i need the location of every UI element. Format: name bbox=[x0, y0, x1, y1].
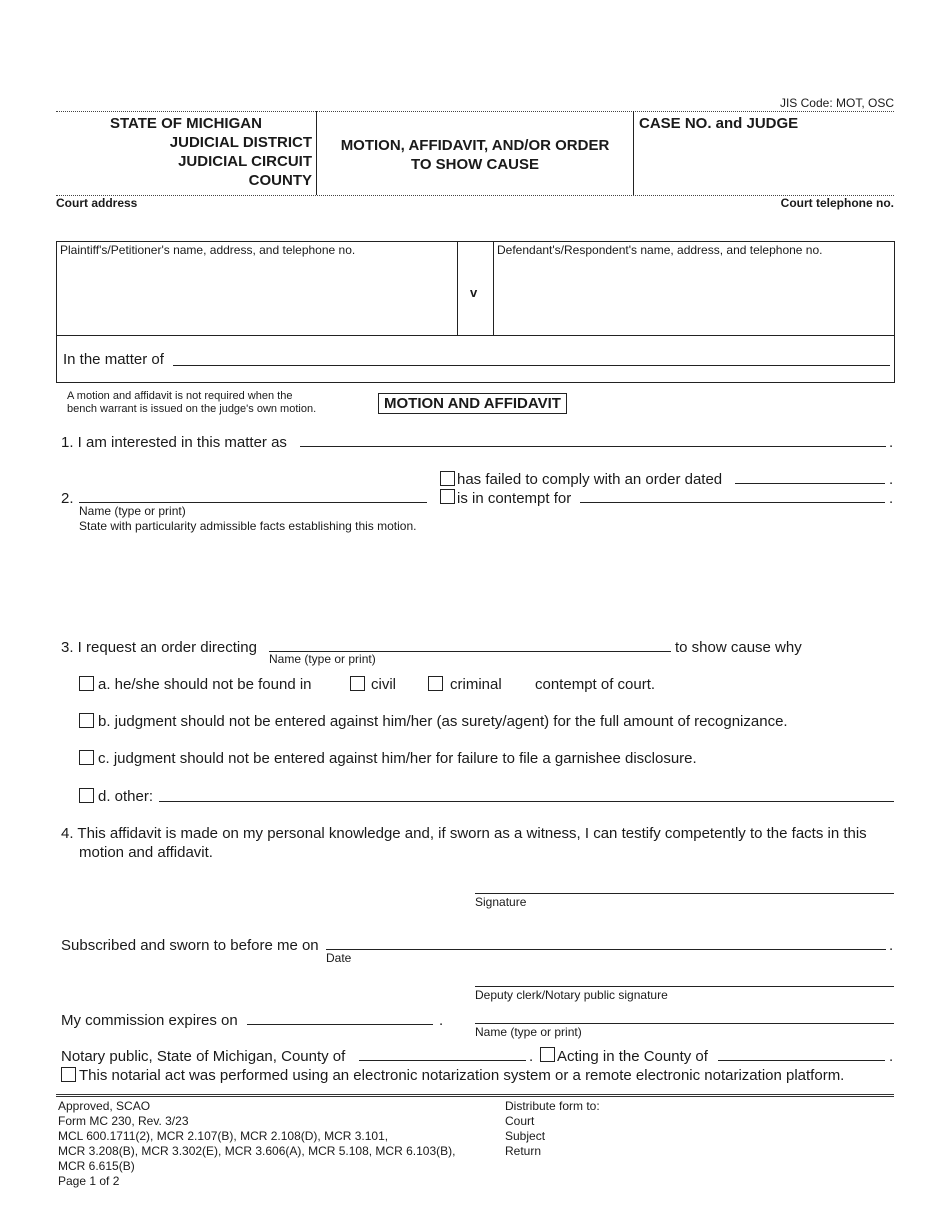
civil-label: civil bbox=[371, 676, 396, 693]
option-b-checkbox[interactable] bbox=[79, 713, 94, 728]
item2-instruction: State with particularity admissible facts establishing this motion. bbox=[79, 519, 417, 533]
versus-label: v bbox=[470, 285, 478, 300]
header-divider-right bbox=[633, 111, 634, 195]
parties-divider-right bbox=[493, 241, 494, 335]
item3-name-caption: Name (type or print) bbox=[269, 652, 376, 666]
notary-name-field[interactable] bbox=[475, 1023, 894, 1024]
signature-field[interactable] bbox=[475, 893, 894, 894]
form-title-line1: MOTION, AFFIDAVIT, AND/OR ORDER bbox=[340, 137, 610, 154]
footer-statutes-2: MCR 3.208(B), MCR 3.302(E), MCR 3.606(A), MCR 5.108, MCR 6.103(B), bbox=[58, 1144, 456, 1158]
footer-statutes-1: MCL 600.1711(2), MCR 2.107(B), MCR 2.108(D), MCR 3.101, bbox=[58, 1129, 389, 1143]
order-date-field[interactable] bbox=[735, 483, 885, 484]
electronic-notarization-checkbox[interactable] bbox=[61, 1067, 76, 1082]
option-c-checkbox[interactable] bbox=[79, 750, 94, 765]
notary-name-caption: Name (type or print) bbox=[475, 1025, 582, 1039]
notary-county-field[interactable] bbox=[359, 1060, 526, 1061]
item4-line2: motion and affidavit. bbox=[79, 844, 213, 861]
matter-of-label: In the matter of bbox=[63, 351, 164, 368]
deputy-signature-caption: Deputy clerk/Notary public signature bbox=[475, 988, 668, 1002]
county-label: COUNTY bbox=[248, 172, 312, 189]
header-divider-left bbox=[316, 111, 317, 195]
distribute-court: Court bbox=[505, 1114, 535, 1128]
item1-label: 1. I am interested in this matter as bbox=[61, 434, 287, 451]
acting-county-checkbox[interactable] bbox=[540, 1047, 555, 1062]
header-top-border bbox=[56, 111, 894, 112]
form-title-line2: TO SHOW CAUSE bbox=[410, 156, 540, 173]
distribute-return: Return bbox=[505, 1144, 542, 1158]
acting-county-field[interactable] bbox=[718, 1060, 885, 1061]
electronic-notarization-label: This notarial act was performed using an electronic notarization system or a remote electronic notarization platform. bbox=[79, 1067, 845, 1084]
footer-distribute bbox=[505, 1099, 600, 1159]
item4-line1: 4. This affidavit is made on my personal knowledge and, if sworn as a witness, I can testify competently to the facts in this bbox=[61, 825, 867, 842]
subscribed-end: . bbox=[889, 937, 894, 954]
notary-county-end: . bbox=[529, 1048, 534, 1065]
footer-left bbox=[58, 1099, 455, 1189]
deputy-signature-field[interactable] bbox=[475, 986, 894, 987]
failed-comply-checkbox[interactable] bbox=[440, 471, 455, 486]
item3-label: 3. I request an order directing bbox=[61, 639, 257, 656]
court-telephone-label: Court telephone no. bbox=[780, 196, 894, 210]
warrant-note: A motion and affidavit is not required when the bench warrant is issued on the judge's own motion. bbox=[67, 390, 317, 415]
criminal-checkbox[interactable] bbox=[428, 676, 443, 691]
distribute-label: Distribute form to: bbox=[505, 1099, 600, 1113]
matter-of-field[interactable] bbox=[173, 365, 890, 366]
item2-number: 2. bbox=[61, 490, 74, 507]
plaintiff-label: Plaintiff's/Petitioner's name, address, and telephone no. bbox=[60, 243, 356, 257]
distribute-subject: Subject bbox=[505, 1129, 546, 1143]
to-show-cause-label: to show cause why bbox=[675, 639, 802, 656]
item1-end: . bbox=[889, 434, 894, 451]
jis-code: JIS Code: MOT, OSC bbox=[779, 96, 894, 110]
option-d-label: d. other: bbox=[98, 788, 154, 805]
civil-checkbox[interactable] bbox=[350, 676, 365, 691]
judicial-district-label: JUDICIAL DISTRICT bbox=[169, 134, 312, 151]
item2-name-caption: Name (type or print) bbox=[79, 504, 186, 518]
motion-affidavit-title: MOTION AND AFFIDAVIT bbox=[378, 393, 567, 414]
sworn-date-field[interactable] bbox=[326, 949, 886, 950]
option-b-label: b. judgment should not be entered against him/her (as surety/agent) for the full amount of recognizance. bbox=[98, 713, 788, 730]
option-d-checkbox[interactable] bbox=[79, 788, 94, 803]
contempt-for-field[interactable] bbox=[580, 502, 885, 503]
failed-comply-label: has failed to comply with an order dated bbox=[457, 471, 723, 488]
notary-county-label: Notary public, State of Michigan, County of bbox=[61, 1048, 346, 1065]
defendant-label: Defendant's/Respondent's name, address, and telephone no. bbox=[497, 243, 823, 257]
subscribed-label: Subscribed and sworn to before me on bbox=[61, 937, 319, 954]
option-a-label: a. he/she should not be found in bbox=[98, 676, 312, 693]
date-caption: Date bbox=[326, 951, 352, 965]
option-a-checkbox[interactable] bbox=[79, 676, 94, 691]
criminal-label: criminal bbox=[450, 676, 502, 693]
footer-statutes-3: MCR 6.615(B) bbox=[58, 1159, 135, 1173]
header-bottom-border bbox=[56, 195, 894, 196]
acting-county-end: . bbox=[889, 1048, 894, 1065]
footer-approved: Approved, SCAO bbox=[58, 1099, 151, 1113]
contempt-label: is in contempt for bbox=[457, 490, 572, 507]
court-address-label: Court address bbox=[56, 196, 138, 210]
interested-as-field[interactable] bbox=[300, 446, 886, 447]
item2-name-field[interactable] bbox=[79, 502, 427, 503]
other-field[interactable] bbox=[159, 801, 894, 802]
judicial-circuit-label: JUDICIAL CIRCUIT bbox=[178, 153, 312, 170]
option-c-label: c. judgment should not be entered against him/her for failure to file a garnishee disclosure. bbox=[98, 750, 697, 767]
commission-label: My commission expires on bbox=[61, 1012, 238, 1029]
footer-page-number: Page 1 of 2 bbox=[58, 1174, 120, 1188]
case-no-label: CASE NO. and JUDGE bbox=[639, 115, 799, 132]
parties-divider-left bbox=[457, 241, 458, 335]
acting-county-label: Acting in the County of bbox=[557, 1048, 708, 1065]
footer-rule bbox=[56, 1094, 894, 1097]
parties-box bbox=[56, 241, 895, 383]
item2-end-2: . bbox=[889, 490, 894, 507]
footer-form-number: Form MC 230, Rev. 3/23 bbox=[58, 1114, 189, 1128]
item2-end-1: . bbox=[889, 471, 894, 488]
commission-date-field[interactable] bbox=[247, 1024, 433, 1025]
parties-mid-border bbox=[56, 335, 894, 336]
commission-end: . bbox=[439, 1012, 444, 1029]
contempt-of-court-label: contempt of court. bbox=[535, 676, 656, 693]
state-of-michigan: STATE OF MICHIGAN bbox=[110, 115, 262, 132]
contempt-checkbox[interactable] bbox=[440, 489, 455, 504]
signature-caption: Signature bbox=[475, 895, 527, 909]
